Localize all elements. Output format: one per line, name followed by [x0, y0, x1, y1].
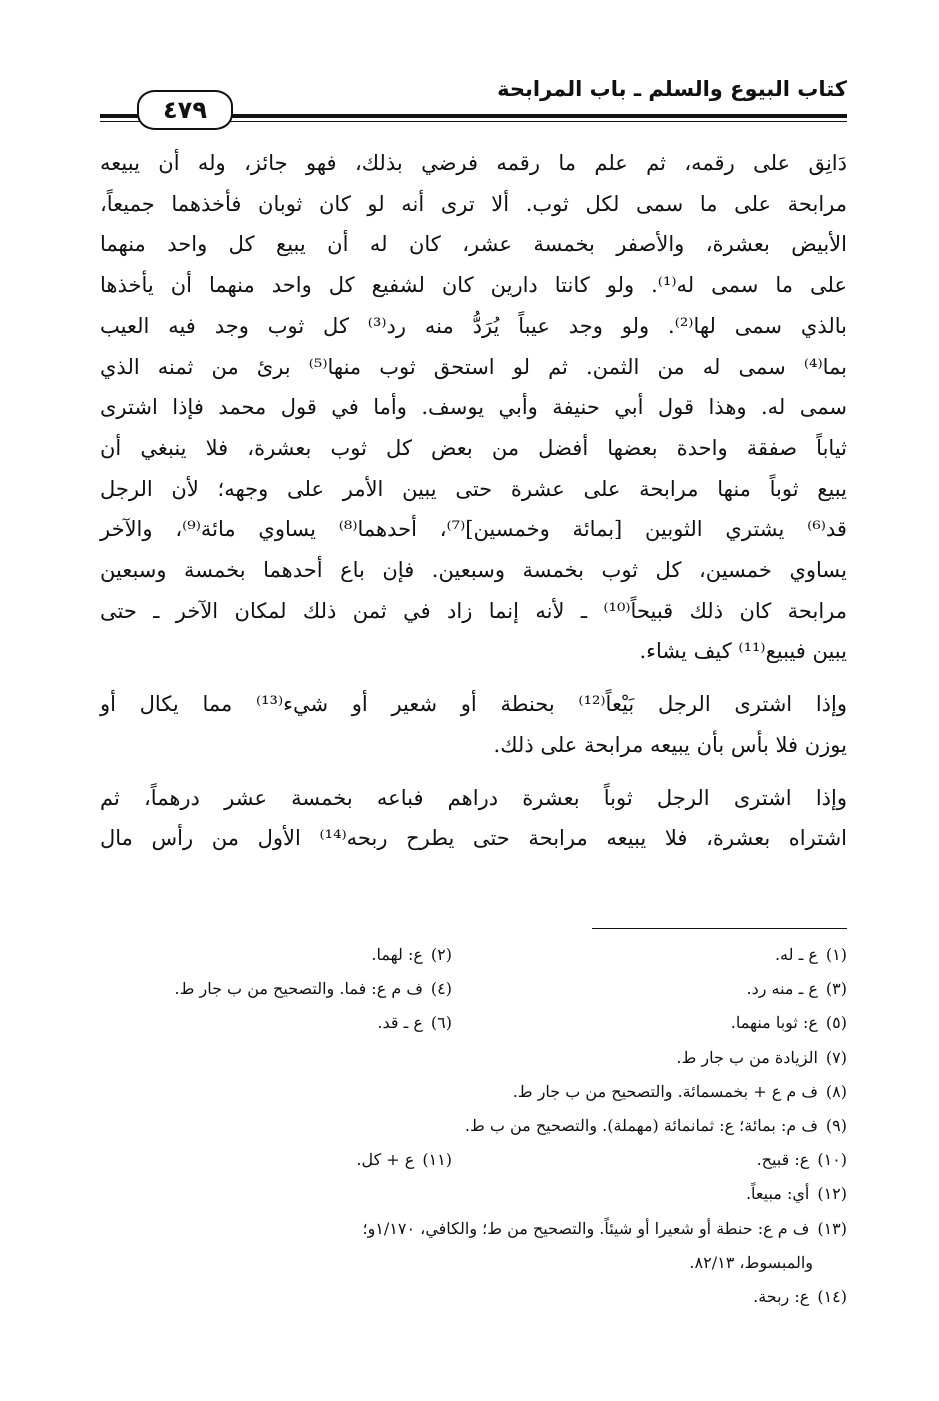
- footnote-text: ع: لهما.: [371, 945, 423, 964]
- footnote: [90, 1006, 452, 1040]
- text-line: مرابحة كان ذلك قبيحاً⁽¹⁰⁾ ـ لأنه إنما زاد في ثمن ذلك لمكان الآخر ـ حتى: [100, 598, 847, 623]
- text-line: وإذا اشترى الرجل بَيْعاً⁽¹²⁾ بحنطة أو شعير أو شيء⁽¹³⁾ مما يكال أو: [100, 692, 847, 717]
- footnote-text: ف م ع: فما. والتصحيح من ب جار ط.: [174, 979, 423, 999]
- text-line: يبين فيبيع⁽¹¹⁾ كيف يشاء.: [639, 639, 847, 664]
- footnote-text: ع + كل.: [356, 1150, 415, 1170]
- footnote-row: [90, 1177, 847, 1211]
- text-line: يبيع ثوباً منها مرابحة على عشرة حتى يبين الأمر على وجهه؛ لأن الرجل: [100, 476, 847, 501]
- text-line: يساوي خمسين، كل ثوب بخمسة وسبعين. فإن باع أحدهما بخمسة وسبعين: [100, 558, 847, 583]
- footnote-number: (٣): [825, 979, 847, 999]
- footnote: [676, 1041, 847, 1075]
- running-title: كتاب البيوع والسلم ـ باب المرابحة: [497, 77, 847, 101]
- footnote-row: [90, 1006, 847, 1040]
- page-number: ٤٧٩: [163, 96, 207, 124]
- footnote-row: [90, 1109, 847, 1143]
- footnote-separator: [592, 928, 847, 929]
- footnote: [452, 972, 847, 1006]
- footnote: [452, 938, 847, 972]
- footnote-text: ع: ربحة.: [753, 1287, 810, 1307]
- footnote-text: والمبسوط، ٨٢/١٣.: [689, 1252, 813, 1272]
- footnote-number: (٢): [430, 945, 452, 964]
- footnote-number: (١): [825, 945, 847, 964]
- page-number-badge: [137, 90, 233, 130]
- footnote-number: (٥): [825, 1013, 847, 1033]
- footnote-text: ع ـ منه رد.: [746, 979, 818, 999]
- footnote-number: (٩): [825, 1116, 847, 1136]
- footnote-row: [90, 1041, 847, 1075]
- text-line: وإذا اشترى الرجل ثوباً بعشرة دراهم فباعه بخمسة عشر درهماً، ثم: [100, 785, 847, 810]
- footnote-number: (٤): [430, 979, 452, 999]
- footnote-number: (١٣): [817, 1218, 847, 1238]
- text-line: بالذي سمى لها⁽²⁾. ولو وجد عيباً يُرَدُّ منه رد⁽³⁾ كل ثوب وجد فيه العيب: [100, 313, 847, 338]
- footnote-text: أي: مبيعاً.: [745, 1184, 810, 1204]
- footnote: [452, 1143, 847, 1177]
- text-line: ثياباً صفقة واحدة بعضها أفضل من بعض كل ثوب بعشرة، فلا ينبغي أن: [100, 435, 847, 460]
- text-line: دَانِق على رقمه، ثم علم ما رقمه فرضي بذلك، فهو جائز، وله أن يبيعه: [100, 151, 847, 175]
- footnote: [90, 972, 452, 1006]
- footnote-text: ع: قبيح.: [756, 1150, 810, 1170]
- footnote-number: (١٠): [817, 1150, 847, 1170]
- footnote: [465, 1109, 847, 1143]
- text-line: بما⁽⁴⁾ سمى له من الثمن. ثم لو استحق ثوب منها⁽⁵⁾ برئ من ثمنه الذي: [100, 354, 847, 379]
- footnote-text: الزيادة من ب جار ط.: [676, 1047, 818, 1067]
- footnote: [362, 1212, 847, 1246]
- footnote: [90, 1143, 452, 1177]
- footnote-text: ف م: بمائة؛ ع: ثمانمائة (مهملة). والتصحيح من ب ط.: [464, 1116, 818, 1136]
- footnote: [753, 1280, 847, 1314]
- paragraph: [100, 684, 847, 765]
- footnote-row: [90, 1075, 847, 1109]
- footnote-number: (١١): [422, 1150, 452, 1170]
- main-text: [100, 143, 847, 859]
- footnotes: [90, 938, 847, 1314]
- text-line: اشتراه بعشرة، فلا يبيعه مرابحة حتى يطرح ربحه⁽¹⁴⁾ الأول من رأس مال: [100, 826, 847, 851]
- text-line: سمى له. وهذا قول أبي حنيفة وأبي يوسف. وأما في قول محمد فإذا اشترى: [100, 395, 847, 420]
- text-line: الأبيض بعشرة، والأصفر بخمسة عشر، كان له أن يبيع كل واحد منهما: [100, 232, 847, 257]
- footnote: [452, 1006, 847, 1040]
- footnote: [746, 1177, 847, 1211]
- paragraph: [100, 778, 847, 859]
- text-line: يوزن فلا بأس بأن يبيعه مرابحة على ذلك.: [493, 732, 847, 757]
- footnote-row: [90, 1280, 847, 1314]
- footnote-number: (١٤): [817, 1287, 847, 1307]
- footnote: [513, 1075, 847, 1109]
- footnote-text: ف م ع: حنطة أو شعيرا أو شيئاً. والتصحيح من ط؛ والكافي، ١/١٧٠و؛: [362, 1218, 810, 1238]
- text-line: قد⁽⁶⁾ يشتري الثوبين [بمائة وخمسين]⁽⁷⁾، أحدهما⁽⁸⁾ يساوي مائة⁽⁹⁾، والآخر: [100, 517, 847, 542]
- footnote-number: (٧): [825, 1047, 847, 1067]
- footnote-row: [90, 938, 847, 972]
- footnote-number: (٨): [825, 1081, 847, 1101]
- footnote-text: ع: ثوبا منهما.: [730, 1013, 818, 1033]
- footnote-text: ع ـ له.: [774, 945, 818, 964]
- footnote-number: (١٢): [817, 1184, 847, 1204]
- footnote-continuation: [90, 1246, 847, 1280]
- footnote: [90, 938, 452, 972]
- footnote-text: ف م ع + بخمسمائة. والتصحيح من ب جار ط.: [512, 1081, 818, 1101]
- footnote-row: [90, 1212, 847, 1246]
- footnote-text: ع ـ قد.: [377, 1013, 423, 1033]
- footnote-row: [90, 972, 847, 1006]
- footnote-row: [90, 1143, 847, 1177]
- footnote-number: (٦): [430, 1013, 452, 1033]
- text-line: على ما سمى له⁽¹⁾. ولو كانتا دارين كان لشفيع كل واحد منهما أن يأخذها: [100, 273, 847, 298]
- text-line: مرابحة على ما سمى لكل ثوب. ألا ترى أنه لو كان ثوبان فأخذهما جميعاً،: [100, 191, 847, 216]
- paragraph: [100, 143, 847, 672]
